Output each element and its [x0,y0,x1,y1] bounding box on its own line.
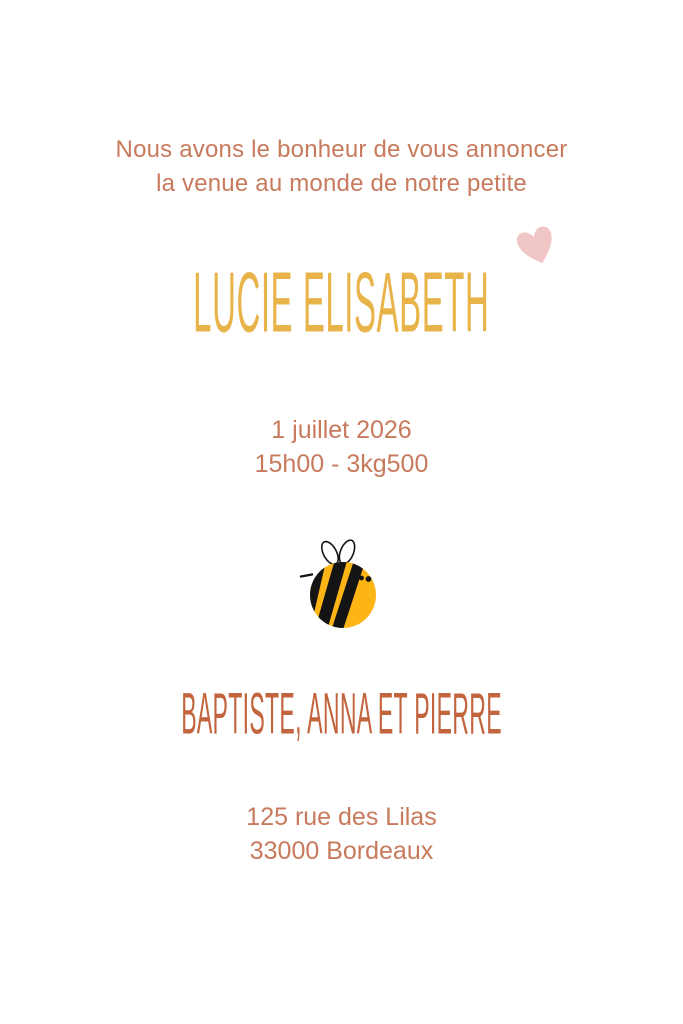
birth-time-weight: 15h00 - 3kg500 [254,450,429,478]
address-line-1: 125 rue des Lilas [246,803,437,831]
bee-icon [297,538,387,633]
intro-line-2: la venue au monde de notre petite [156,170,527,197]
address-line-2: 33000 Bordeaux [249,837,434,865]
heart-icon [516,224,558,270]
birth-info [0,413,683,481]
baby-name-heading [0,254,683,350]
intro-line-1: Nous avons le bonheur de vous annoncer [115,136,568,163]
intro-text [0,133,683,201]
family-names-heading [0,680,683,747]
birth-date: 1 juillet 2026 [271,416,412,444]
baby-name-text: LUCIE ELISABETH [193,254,490,350]
bee-stinger [301,575,312,577]
family-names-text: BAPTISTE, ANNA ET PIERRE [181,680,502,747]
address-block [0,800,683,868]
